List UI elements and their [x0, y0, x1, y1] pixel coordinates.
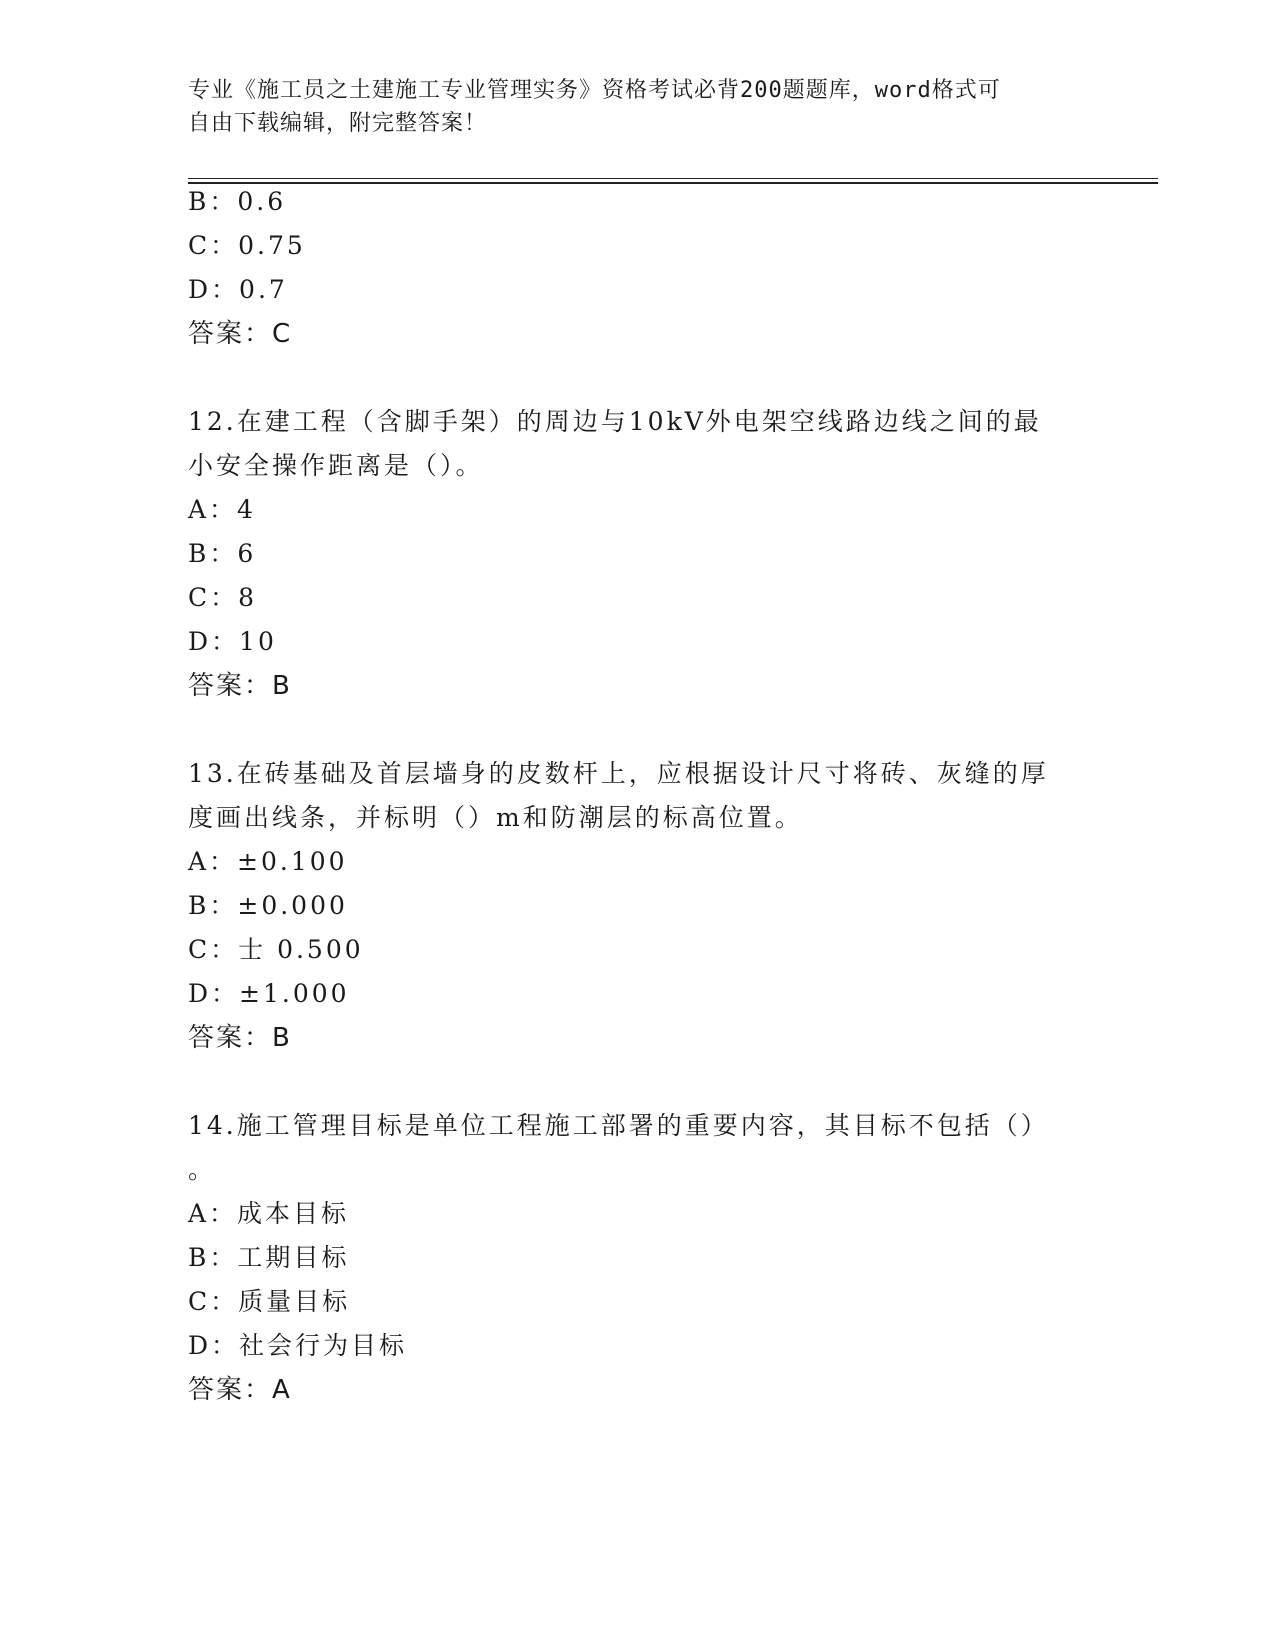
q11-option-b: B：0.6	[188, 187, 287, 216]
q11-answer: 答案：C	[188, 319, 293, 349]
q13-option-a: A：±0.100	[188, 847, 348, 876]
header-line-1: 专业《施工员之土建施工专业管理实务》资格考试必背200题题库，word格式可	[188, 78, 1001, 103]
q13-stem-line-2: 度画出线条，并标明（）m和防潮层的标高位置。	[188, 803, 803, 832]
q14-stem-line-1: 14.施工管理目标是单位工程施工部署的重要内容，其目标不包括（）	[188, 1111, 1049, 1140]
q14-option-a: A：成本目标	[188, 1199, 350, 1228]
q12-stem-line-2: 小安全操作距离是（）。	[188, 451, 484, 480]
q12-option-a: A：4	[188, 495, 256, 524]
q13-stem-line-1: 13.在砖基础及首层墙身的皮数杆上，应根据设计尺寸将砖、灰缝的厚	[188, 759, 1049, 788]
q14-option-d: D：社会行为目标	[188, 1331, 408, 1360]
header-divider-thin	[188, 178, 1158, 179]
q11-option-d: D：0.7	[188, 275, 288, 304]
q14-option-c: C：质量目标	[188, 1287, 351, 1316]
q12-option-b: B：6	[188, 539, 257, 568]
q13-option-d: D：±1.000	[188, 979, 350, 1008]
q14-stem-line-2: 。	[188, 1155, 217, 1184]
q14-answer: 答案：A	[188, 1375, 292, 1405]
q13-option-b: B：±0.000	[188, 891, 348, 920]
header-divider-thick	[188, 182, 1158, 184]
q14-option-b: B：工期目标	[188, 1243, 350, 1272]
q12-stem-line-1: 12.在建工程（含脚手架）的周边与10kV外电架空线路边线之间的最	[188, 407, 1042, 436]
page-header	[188, 74, 1088, 140]
q12-option-d: D：10	[188, 627, 277, 656]
q13-answer: 答案：B	[188, 1023, 292, 1053]
header-line-2: 自由下载编辑，附完整答案！	[188, 111, 488, 136]
q12-answer: 答案：B	[188, 671, 292, 701]
q12-option-c: C：8	[188, 583, 258, 612]
q11-option-c: C：0.75	[188, 231, 306, 260]
q13-option-c: C：士 0.500	[188, 935, 364, 964]
